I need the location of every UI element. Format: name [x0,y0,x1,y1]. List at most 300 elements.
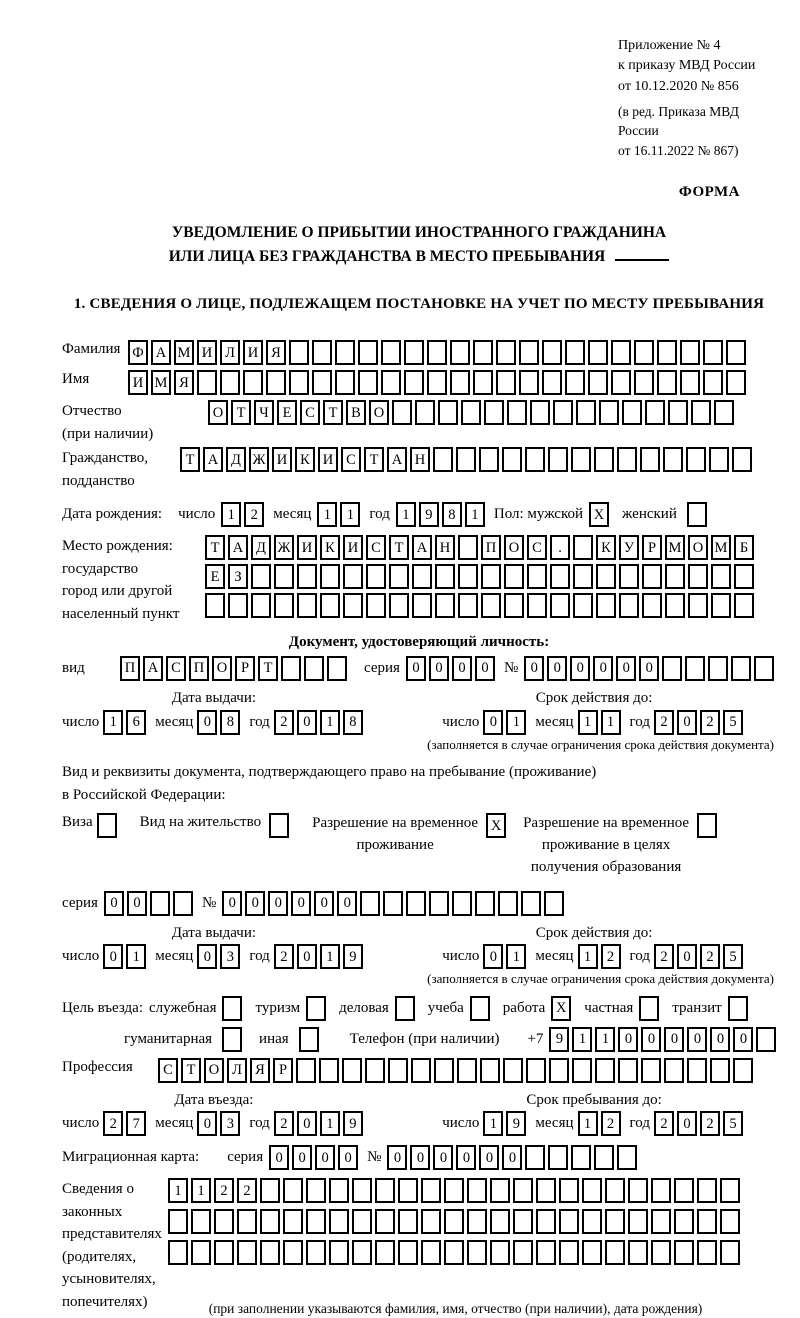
birth-place-char-cell[interactable] [366,593,386,618]
issue-month-cell[interactable]: 0 [197,710,217,735]
birth-place-char-cell[interactable] [481,564,501,589]
doc-kind-char-cell[interactable] [304,656,324,681]
representatives-char-cell[interactable] [352,1178,372,1203]
phone-digit-cell[interactable] [756,1027,776,1052]
stay-day-cell[interactable]: 1 [483,1111,503,1136]
male-checkbox[interactable]: X [589,502,609,527]
representatives-char-cell[interactable] [720,1178,740,1203]
purpose-transit-checkbox[interactable] [728,996,748,1021]
purpose-humanitarian-checkbox[interactable] [222,1027,242,1052]
birth-place-char-cell[interactable] [504,564,524,589]
patronymic-char-cell[interactable] [507,400,527,425]
temp-permit-edu-checkbox[interactable] [697,813,717,838]
profession-char-cell[interactable] [411,1058,431,1083]
given-name-char-cell[interactable] [496,370,516,395]
representatives-char-cell[interactable] [605,1240,625,1265]
birth-place-char-cell[interactable] [274,593,294,618]
valid-month-cell[interactable]: 2 [601,944,621,969]
doc-number-cell[interactable] [685,656,705,681]
surname-char-cell[interactable] [680,340,700,365]
surname-char-cell[interactable] [588,340,608,365]
birth-place-char-cell[interactable] [435,593,455,618]
phone-digit-cell[interactable]: 0 [710,1027,730,1052]
representatives-char-cell[interactable] [306,1240,326,1265]
purpose-private-checkbox[interactable] [639,996,659,1021]
doc-kind-char-cell[interactable]: Т [258,656,278,681]
profession-char-cell[interactable]: О [204,1058,224,1083]
birth-place-char-cell[interactable] [619,593,639,618]
profession-char-cell[interactable] [319,1058,339,1083]
citizenship-char-cell[interactable]: С [341,447,361,472]
entry-year-cell[interactable]: 1 [320,1111,340,1136]
entry-month-cell[interactable]: 3 [220,1111,240,1136]
surname-char-cell[interactable] [312,340,332,365]
birth-place-char-cell[interactable]: . [550,535,570,560]
profession-char-cell[interactable] [664,1058,684,1083]
given-name-char-cell[interactable] [243,370,263,395]
purpose-official-checkbox[interactable] [222,996,242,1021]
phone-digit-cell[interactable]: 0 [618,1027,638,1052]
surname-char-cell[interactable] [634,340,654,365]
patronymic-char-cell[interactable] [576,400,596,425]
profession-char-cell[interactable]: Я [250,1058,270,1083]
representatives-char-cell[interactable] [674,1240,694,1265]
birth-place-char-cell[interactable] [550,564,570,589]
valid-year-cell[interactable]: 2 [700,710,720,735]
profession-char-cell[interactable] [503,1058,523,1083]
surname-char-cell[interactable] [703,340,723,365]
profession-char-cell[interactable]: Р [273,1058,293,1083]
representatives-char-cell[interactable] [697,1178,717,1203]
birth-place-char-cell[interactable] [665,564,685,589]
residence-number-cell[interactable] [429,891,449,916]
valid-year-cell[interactable]: 2 [700,944,720,969]
patronymic-char-cell[interactable]: С [300,400,320,425]
birth-place-char-cell[interactable]: Е [205,564,225,589]
citizenship-char-cell[interactable]: А [387,447,407,472]
birth-place-char-cell[interactable]: Т [389,535,409,560]
purpose-study-checkbox[interactable] [470,996,490,1021]
representatives-char-cell[interactable] [490,1178,510,1203]
residence-number-cell[interactable] [475,891,495,916]
phone-digit-cell[interactable]: 0 [687,1027,707,1052]
migration-series-cell[interactable]: 0 [269,1145,289,1170]
birth-place-char-cell[interactable] [274,564,294,589]
surname-char-cell[interactable] [657,340,677,365]
citizenship-char-cell[interactable] [479,447,499,472]
profession-char-cell[interactable] [595,1058,615,1083]
phone-digit-cell[interactable]: 9 [549,1027,569,1052]
representatives-char-cell[interactable] [421,1209,441,1234]
doc-number-cell[interactable] [662,656,682,681]
representatives-char-cell[interactable] [697,1240,717,1265]
residence-number-cell[interactable]: 0 [337,891,357,916]
birth-place-char-cell[interactable] [458,564,478,589]
representatives-char-cell[interactable] [651,1178,671,1203]
representatives-char-cell[interactable] [536,1240,556,1265]
representatives-char-cell[interactable] [605,1178,625,1203]
surname-char-cell[interactable]: И [197,340,217,365]
representatives-char-cell[interactable] [260,1209,280,1234]
patronymic-char-cell[interactable]: Т [323,400,343,425]
surname-char-cell[interactable]: Я [266,340,286,365]
patronymic-char-cell[interactable] [484,400,504,425]
representatives-char-cell[interactable] [582,1209,602,1234]
issue-year-cell[interactable]: 1 [320,710,340,735]
valid-year-cell[interactable]: 0 [677,944,697,969]
patronymic-char-cell[interactable] [415,400,435,425]
issue-day-cell[interactable]: 1 [103,710,123,735]
citizenship-char-cell[interactable]: Ж [249,447,269,472]
doc-number-cell[interactable] [754,656,774,681]
birth-place-char-cell[interactable] [389,593,409,618]
birth-place-char-cell[interactable]: Д [251,535,271,560]
representatives-char-cell[interactable]: 2 [214,1178,234,1203]
birth-place-char-cell[interactable]: З [228,564,248,589]
surname-char-cell[interactable] [611,340,631,365]
phone-digit-cell[interactable]: 0 [664,1027,684,1052]
citizenship-char-cell[interactable] [456,447,476,472]
residence-number-cell[interactable]: 0 [222,891,242,916]
residence-number-cell[interactable] [521,891,541,916]
representatives-char-cell[interactable] [605,1209,625,1234]
given-name-char-cell[interactable] [634,370,654,395]
representatives-char-cell[interactable] [628,1178,648,1203]
stay-month-cell[interactable]: 1 [578,1111,598,1136]
profession-char-cell[interactable] [733,1058,753,1083]
representatives-char-cell[interactable] [674,1178,694,1203]
citizenship-char-cell[interactable] [686,447,706,472]
doc-kind-char-cell[interactable]: С [166,656,186,681]
migration-number-cell[interactable] [525,1145,545,1170]
patronymic-char-cell[interactable] [691,400,711,425]
birth-place-char-cell[interactable]: И [297,535,317,560]
birth-place-char-cell[interactable]: О [504,535,524,560]
issue-month-cell[interactable]: 8 [220,710,240,735]
valid-year-cell[interactable]: 5 [723,710,743,735]
given-name-char-cell[interactable] [404,370,424,395]
doc-series-cell[interactable]: 0 [429,656,449,681]
entry-year-cell[interactable]: 2 [274,1111,294,1136]
surname-char-cell[interactable]: А [151,340,171,365]
doc-number-cell[interactable]: 0 [570,656,590,681]
representatives-char-cell[interactable] [260,1240,280,1265]
birth-place-char-cell[interactable] [573,564,593,589]
valid-day-cell[interactable]: 1 [506,710,526,735]
given-name-char-cell[interactable] [450,370,470,395]
citizenship-char-cell[interactable]: Т [364,447,384,472]
valid-day-cell[interactable]: 1 [506,944,526,969]
patronymic-char-cell[interactable]: Т [231,400,251,425]
valid-day-cell[interactable]: 0 [483,944,503,969]
citizenship-char-cell[interactable]: К [295,447,315,472]
citizenship-char-cell[interactable] [663,447,683,472]
representatives-char-cell[interactable] [237,1209,257,1234]
representatives-char-cell[interactable] [513,1240,533,1265]
residence-number-cell[interactable]: 0 [268,891,288,916]
profession-char-cell[interactable] [480,1058,500,1083]
patronymic-char-cell[interactable] [645,400,665,425]
residence-series-cell[interactable]: 0 [127,891,147,916]
valid-year-cell[interactable]: 0 [677,710,697,735]
valid-day-cell[interactable]: 0 [483,710,503,735]
female-checkbox[interactable] [687,502,707,527]
representatives-char-cell[interactable] [398,1240,418,1265]
birth-place-char-cell[interactable]: С [527,535,547,560]
migration-number-cell[interactable]: 0 [502,1145,522,1170]
representatives-char-cell[interactable] [467,1178,487,1203]
migration-number-cell[interactable]: 0 [387,1145,407,1170]
profession-char-cell[interactable] [572,1058,592,1083]
birth-place-char-cell[interactable] [228,593,248,618]
doc-number-cell[interactable]: 0 [524,656,544,681]
valid-year-cell[interactable]: 2 [654,944,674,969]
surname-char-cell[interactable] [496,340,516,365]
birth-place-char-cell[interactable] [297,564,317,589]
given-name-char-cell[interactable] [519,370,539,395]
representatives-char-cell[interactable] [674,1209,694,1234]
representatives-char-cell[interactable] [375,1240,395,1265]
citizenship-char-cell[interactable]: А [203,447,223,472]
profession-char-cell[interactable] [365,1058,385,1083]
representatives-char-cell[interactable] [421,1240,441,1265]
birth-place-char-cell[interactable] [642,593,662,618]
representatives-char-cell[interactable] [628,1209,648,1234]
valid-year-cell[interactable]: 2 [654,710,674,735]
issue-year-cell[interactable]: 1 [320,944,340,969]
surname-char-cell[interactable] [381,340,401,365]
surname-char-cell[interactable] [427,340,447,365]
entry-year-cell[interactable]: 0 [297,1111,317,1136]
patronymic-char-cell[interactable]: В [346,400,366,425]
stay-year-cell[interactable]: 2 [700,1111,720,1136]
entry-month-cell[interactable]: 0 [197,1111,217,1136]
patronymic-char-cell[interactable] [530,400,550,425]
residence-series-cell[interactable] [173,891,193,916]
phone-digit-cell[interactable]: 0 [733,1027,753,1052]
birth-place-char-cell[interactable] [711,564,731,589]
representatives-char-cell[interactable]: 1 [191,1178,211,1203]
given-name-char-cell[interactable] [266,370,286,395]
representatives-char-cell[interactable] [329,1178,349,1203]
doc-series-cell[interactable]: 0 [452,656,472,681]
residence-series-cell[interactable] [150,891,170,916]
representatives-char-cell[interactable] [720,1240,740,1265]
representatives-char-cell[interactable] [283,1178,303,1203]
representatives-char-cell[interactable] [168,1209,188,1234]
surname-char-cell[interactable] [335,340,355,365]
representatives-char-cell[interactable] [421,1178,441,1203]
phone-digit-cell[interactable]: 1 [595,1027,615,1052]
birth-place-char-cell[interactable]: Т [205,535,225,560]
patronymic-char-cell[interactable]: О [369,400,389,425]
birth-place-char-cell[interactable] [573,535,593,560]
surname-char-cell[interactable]: Ф [128,340,148,365]
purpose-work-checkbox[interactable]: X [551,996,571,1021]
stay-year-cell[interactable]: 5 [723,1111,743,1136]
birth-year-cell[interactable]: 1 [465,502,485,527]
doc-series-cell[interactable]: 0 [475,656,495,681]
birth-place-char-cell[interactable] [711,593,731,618]
representatives-char-cell[interactable] [536,1178,556,1203]
citizenship-char-cell[interactable]: Д [226,447,246,472]
birth-place-char-cell[interactable]: Р [642,535,662,560]
valid-month-cell[interactable]: 1 [578,710,598,735]
issue-day-cell[interactable]: 1 [126,944,146,969]
migration-series-cell[interactable]: 0 [338,1145,358,1170]
stay-month-cell[interactable]: 2 [601,1111,621,1136]
representatives-char-cell[interactable] [375,1209,395,1234]
given-name-char-cell[interactable] [197,370,217,395]
representatives-char-cell[interactable] [444,1209,464,1234]
birth-place-char-cell[interactable]: П [481,535,501,560]
doc-kind-char-cell[interactable] [281,656,301,681]
surname-char-cell[interactable] [565,340,585,365]
representatives-char-cell[interactable] [329,1209,349,1234]
given-name-char-cell[interactable] [312,370,332,395]
given-name-char-cell[interactable] [703,370,723,395]
valid-year-cell[interactable]: 5 [723,944,743,969]
residence-number-cell[interactable] [383,891,403,916]
representatives-char-cell[interactable] [191,1240,211,1265]
issue-year-cell[interactable]: 2 [274,710,294,735]
profession-char-cell[interactable] [457,1058,477,1083]
given-name-char-cell[interactable] [358,370,378,395]
citizenship-char-cell[interactable]: И [318,447,338,472]
birth-place-char-cell[interactable] [550,593,570,618]
profession-char-cell[interactable]: Л [227,1058,247,1083]
birth-place-char-cell[interactable] [573,593,593,618]
representatives-char-cell[interactable] [375,1178,395,1203]
citizenship-char-cell[interactable] [548,447,568,472]
residence-number-cell[interactable]: 0 [245,891,265,916]
representatives-char-cell[interactable] [513,1209,533,1234]
birth-day-cell[interactable]: 1 [221,502,241,527]
citizenship-char-cell[interactable] [640,447,660,472]
representatives-char-cell[interactable] [306,1209,326,1234]
doc-kind-char-cell[interactable]: П [120,656,140,681]
representatives-char-cell[interactable] [237,1240,257,1265]
given-name-char-cell[interactable] [473,370,493,395]
patronymic-char-cell[interactable] [668,400,688,425]
migration-number-cell[interactable] [571,1145,591,1170]
representatives-char-cell[interactable] [329,1240,349,1265]
birth-place-char-cell[interactable] [320,593,340,618]
birth-place-char-cell[interactable] [366,564,386,589]
citizenship-char-cell[interactable] [617,447,637,472]
surname-char-cell[interactable] [473,340,493,365]
issue-year-cell[interactable]: 0 [297,944,317,969]
phone-digit-cell[interactable]: 0 [641,1027,661,1052]
citizenship-char-cell[interactable] [709,447,729,472]
profession-char-cell[interactable] [342,1058,362,1083]
birth-place-char-cell[interactable] [665,593,685,618]
doc-number-cell[interactable]: 0 [547,656,567,681]
birth-day-cell[interactable]: 2 [244,502,264,527]
migration-number-cell[interactable]: 0 [433,1145,453,1170]
purpose-business-checkbox[interactable] [395,996,415,1021]
representatives-char-cell[interactable] [260,1178,280,1203]
representatives-char-cell[interactable] [283,1209,303,1234]
issue-year-cell[interactable]: 0 [297,710,317,735]
birth-place-char-cell[interactable] [343,564,363,589]
residence-number-cell[interactable]: 0 [314,891,334,916]
birth-place-char-cell[interactable] [527,593,547,618]
patronymic-char-cell[interactable]: Е [277,400,297,425]
profession-char-cell[interactable]: Т [181,1058,201,1083]
residence-permit-checkbox[interactable] [269,813,289,838]
representatives-char-cell[interactable] [628,1240,648,1265]
citizenship-char-cell[interactable]: Н [410,447,430,472]
doc-number-cell[interactable] [708,656,728,681]
representatives-char-cell[interactable] [467,1209,487,1234]
migration-number-cell[interactable]: 0 [410,1145,430,1170]
representatives-char-cell[interactable] [582,1178,602,1203]
migration-number-cell[interactable] [548,1145,568,1170]
representatives-char-cell[interactable] [559,1240,579,1265]
representatives-char-cell[interactable] [398,1178,418,1203]
birth-place-char-cell[interactable] [343,593,363,618]
profession-char-cell[interactable] [434,1058,454,1083]
given-name-char-cell[interactable]: И [128,370,148,395]
issue-year-cell[interactable]: 2 [274,944,294,969]
representatives-char-cell[interactable] [168,1240,188,1265]
entry-year-cell[interactable]: 9 [343,1111,363,1136]
surname-char-cell[interactable] [450,340,470,365]
birth-place-char-cell[interactable] [389,564,409,589]
doc-kind-char-cell[interactable]: А [143,656,163,681]
citizenship-char-cell[interactable] [732,447,752,472]
residence-number-cell[interactable] [360,891,380,916]
surname-char-cell[interactable]: М [174,340,194,365]
residence-number-cell[interactable] [406,891,426,916]
birth-place-char-cell[interactable] [619,564,639,589]
citizenship-char-cell[interactable]: И [272,447,292,472]
issue-month-cell[interactable]: 0 [197,944,217,969]
birth-place-char-cell[interactable]: А [228,535,248,560]
profession-char-cell[interactable] [618,1058,638,1083]
given-name-char-cell[interactable] [588,370,608,395]
doc-number-cell[interactable]: 0 [593,656,613,681]
issue-year-cell[interactable]: 8 [343,710,363,735]
residence-number-cell[interactable] [498,891,518,916]
surname-char-cell[interactable]: Л [220,340,240,365]
representatives-char-cell[interactable] [352,1209,372,1234]
patronymic-char-cell[interactable]: О [208,400,228,425]
representatives-char-cell[interactable] [651,1209,671,1234]
doc-series-cell[interactable]: 0 [406,656,426,681]
patronymic-char-cell[interactable] [461,400,481,425]
migration-series-cell[interactable]: 0 [315,1145,335,1170]
birth-place-char-cell[interactable] [734,593,754,618]
doc-kind-char-cell[interactable] [327,656,347,681]
representatives-char-cell[interactable] [283,1240,303,1265]
migration-number-cell[interactable] [594,1145,614,1170]
phone-digit-cell[interactable]: 1 [572,1027,592,1052]
birth-place-char-cell[interactable] [688,593,708,618]
birth-place-char-cell[interactable] [205,593,225,618]
profession-char-cell[interactable] [710,1058,730,1083]
doc-kind-char-cell[interactable]: П [189,656,209,681]
birth-place-char-cell[interactable] [504,593,524,618]
birth-place-char-cell[interactable] [688,564,708,589]
citizenship-char-cell[interactable]: Т [180,447,200,472]
birth-place-char-cell[interactable]: М [665,535,685,560]
birth-place-char-cell[interactable] [458,593,478,618]
visa-checkbox[interactable] [97,813,117,838]
given-name-char-cell[interactable] [726,370,746,395]
representatives-char-cell[interactable] [720,1209,740,1234]
